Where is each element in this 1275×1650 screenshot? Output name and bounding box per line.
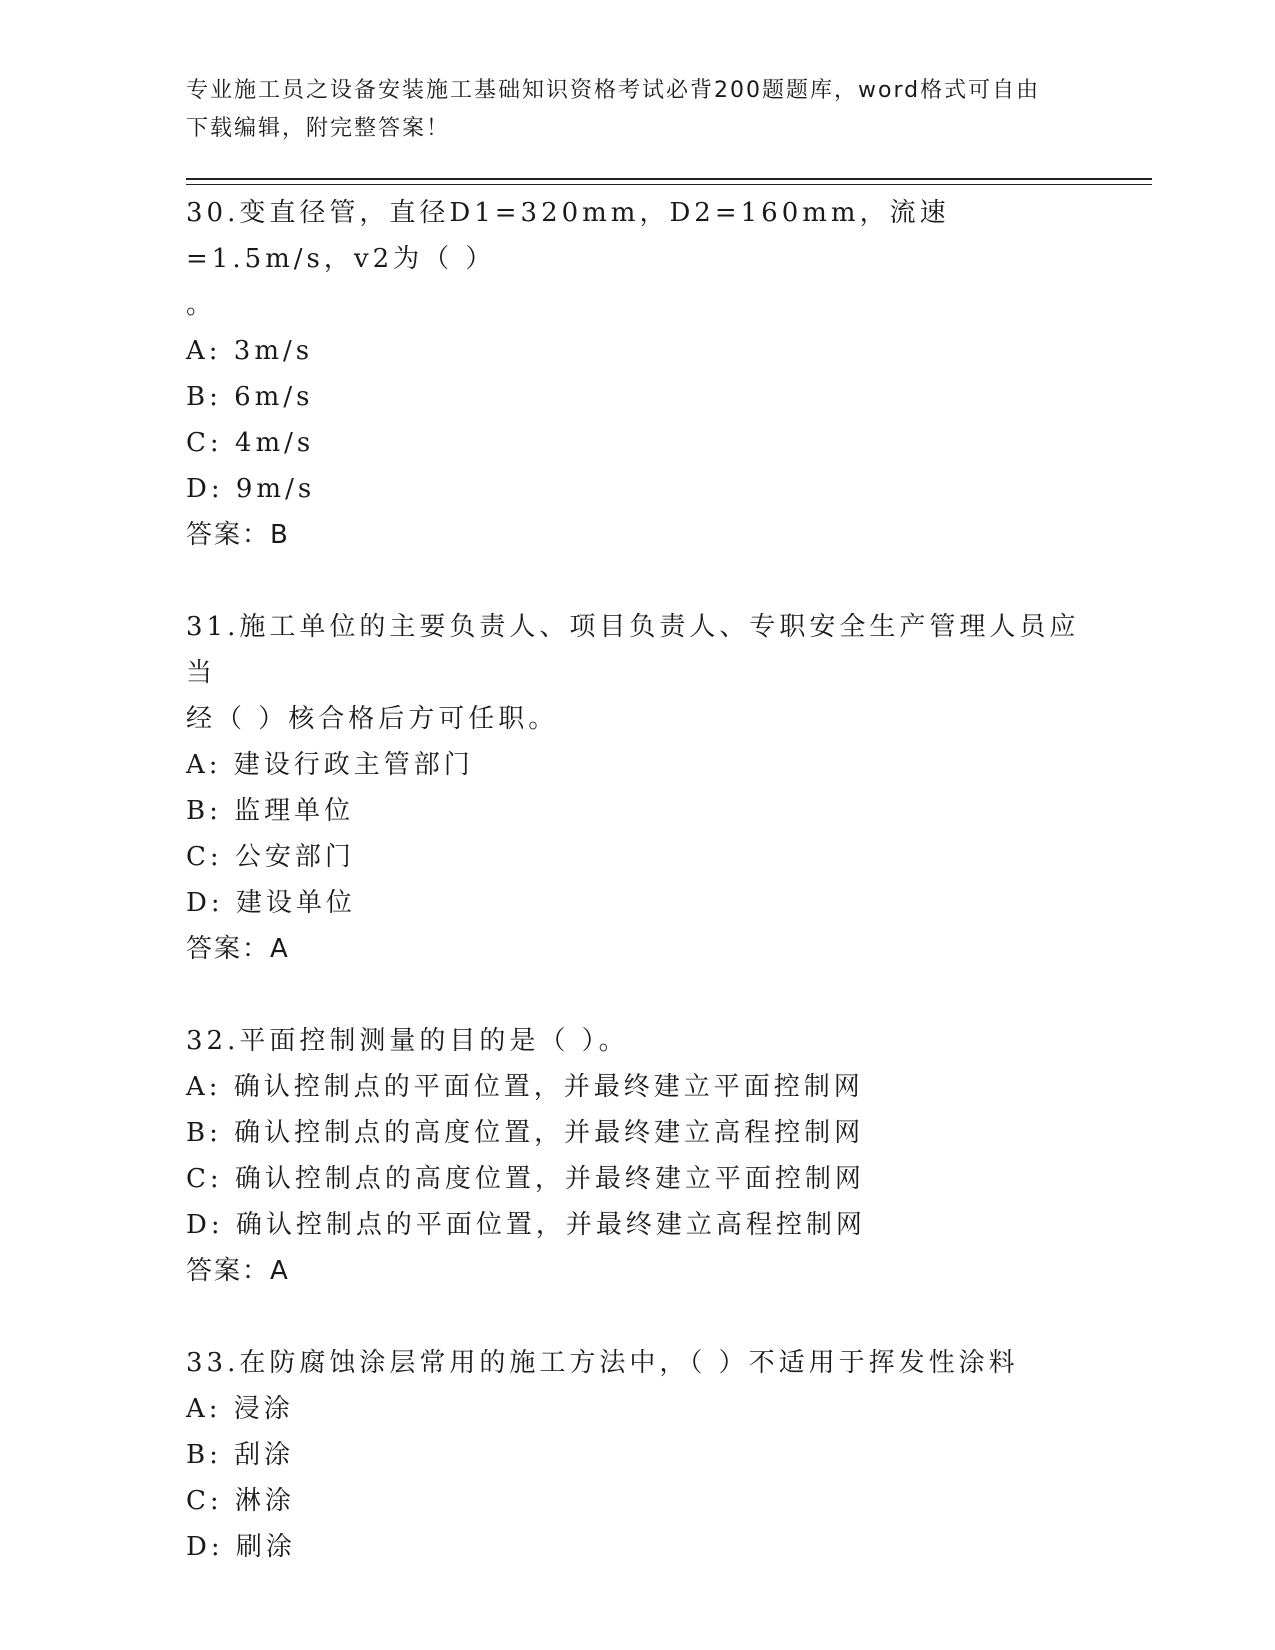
option-b: B: 监理单位 bbox=[186, 796, 355, 826]
question-32 bbox=[186, 1018, 1106, 1294]
answer: 答案：A bbox=[186, 1256, 290, 1286]
question-33 bbox=[186, 1340, 1106, 1570]
answer: 答案：B bbox=[186, 520, 290, 550]
question-stem-continued: 。 bbox=[186, 290, 217, 320]
header-line-1: 专业施工员之设备安装施工基础知识资格考试必背200题题库，word格式可自由 bbox=[186, 78, 1041, 103]
option-c: C: 公安部门 bbox=[186, 842, 355, 872]
question-stem: 30.变直径管，直径D1=320mm，D2=160mm，流速=1.5m/s，v2为（ ） bbox=[186, 198, 950, 274]
option-b: B: 刮涂 bbox=[186, 1440, 295, 1470]
option-a: A: 浸涂 bbox=[186, 1394, 294, 1424]
option-b: B: 确认控制点的高度位置，并最终建立高程控制网 bbox=[186, 1118, 865, 1148]
option-d: D: 刷涂 bbox=[186, 1532, 296, 1562]
question-31 bbox=[186, 604, 1106, 972]
option-c: C: 4m/s bbox=[186, 428, 315, 458]
option-a: A: 建设行政主管部门 bbox=[186, 750, 474, 780]
option-c: C: 淋涂 bbox=[186, 1486, 295, 1516]
option-d: D: 确认控制点的平面位置，并最终建立高程控制网 bbox=[186, 1210, 866, 1240]
option-d: D: 建设单位 bbox=[186, 888, 356, 918]
option-a: A: 确认控制点的平面位置，并最终建立平面控制网 bbox=[186, 1072, 864, 1102]
question-stem: 33.在防腐蚀涂层常用的施工方法中，（ ）不适用于挥发性涂料 bbox=[186, 1348, 1019, 1378]
question-stem: 31.施工单位的主要负责人、项目负责人、专职安全生产管理人员应当 bbox=[186, 612, 1080, 688]
question-list bbox=[186, 190, 1106, 1616]
answer: 答案：A bbox=[186, 934, 290, 964]
option-d: D: 9m/s bbox=[186, 474, 316, 504]
header-divider-thick bbox=[186, 178, 1152, 180]
question-30 bbox=[186, 190, 1106, 558]
option-b: B: 6m/s bbox=[186, 382, 314, 412]
document-header bbox=[186, 72, 1086, 148]
option-c: C: 确认控制点的高度位置，并最终建立平面控制网 bbox=[186, 1164, 865, 1194]
question-stem-continued: 经（ ）核合格后方可任职。 bbox=[186, 704, 559, 734]
header-line-2: 下载编辑，附完整答案！ bbox=[186, 116, 451, 141]
option-a: A: 3m/s bbox=[186, 336, 314, 366]
header-divider-thin bbox=[186, 184, 1152, 185]
question-stem: 32.平面控制测量的目的是（ ）。 bbox=[186, 1026, 629, 1056]
